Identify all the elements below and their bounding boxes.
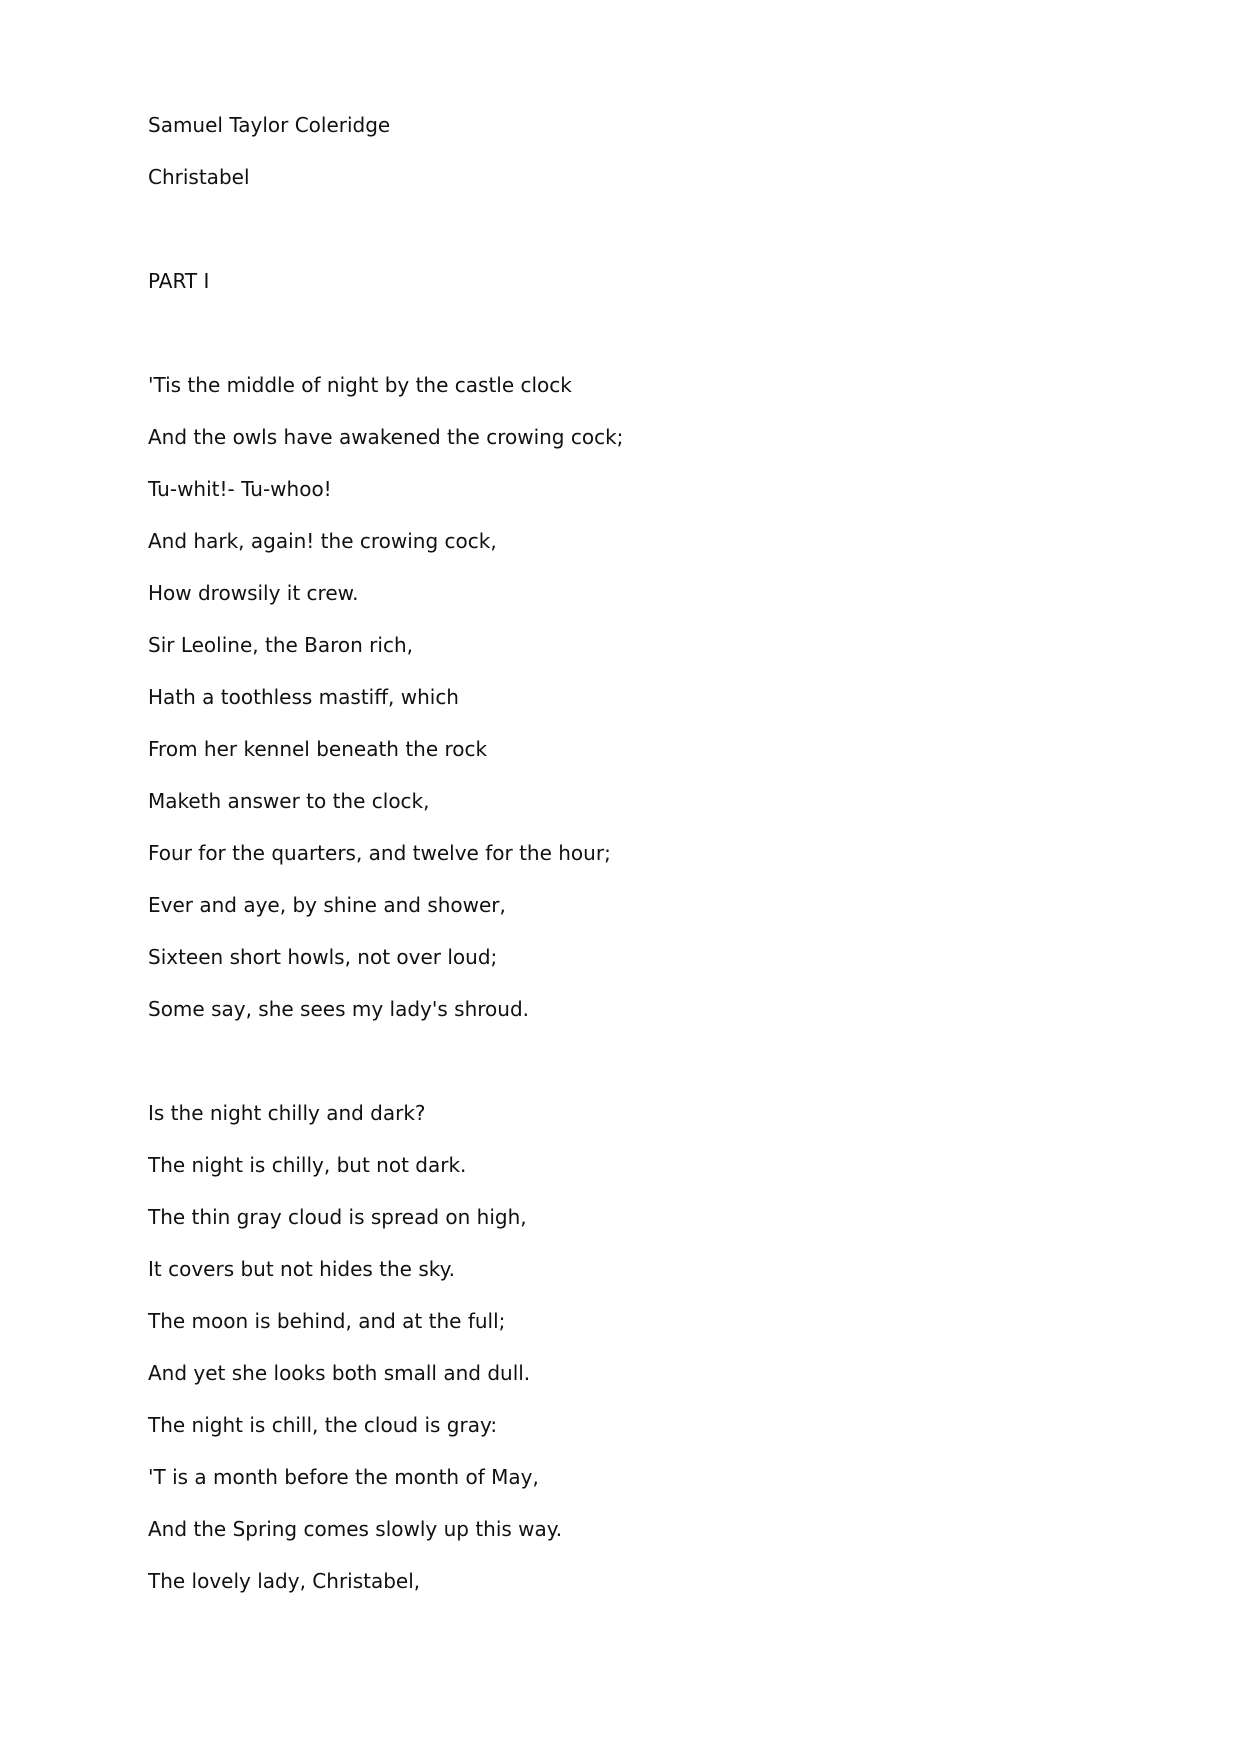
verse-line: The night is chill, the cloud is gray: — [148, 1413, 498, 1437]
verse-line: The thin gray cloud is spread on high, — [148, 1205, 527, 1229]
part-heading: PART I — [148, 269, 210, 293]
verse-line: From her kennel beneath the rock — [148, 737, 488, 761]
verse-line: It covers but not hides the sky. — [148, 1257, 455, 1281]
verse-line: Is the night chilly and dark? — [148, 1101, 426, 1125]
verse-line: Tu-whit!- Tu-whoo! — [148, 477, 332, 501]
verse-line: How drowsily it crew. — [148, 581, 359, 605]
author-name: Samuel Taylor Coleridge — [148, 113, 391, 137]
verse-line: Sir Leoline, the Baron rich, — [148, 633, 413, 657]
verse-line: And yet she looks both small and dull. — [148, 1361, 531, 1385]
verse-line: And the owls have awakened the crowing cock; — [148, 425, 624, 449]
verse-line: And the Spring comes slowly up this way. — [148, 1517, 563, 1541]
verse-line: Sixteen short howls, not over loud; — [148, 945, 498, 969]
verse-line: And hark, again! the crowing cock, — [148, 529, 497, 553]
verse-line: 'Tis the middle of night by the castle clock — [148, 373, 572, 397]
verse-line: Some say, she sees my lady's shroud. — [148, 997, 530, 1021]
verse-line: Four for the quarters, and twelve for the hour; — [148, 841, 611, 865]
verse-line: The moon is behind, and at the full; — [148, 1309, 506, 1333]
poem-title: Christabel — [148, 165, 250, 189]
verse-line: 'T is a month before the month of May, — [148, 1465, 539, 1489]
verse-line: Hath a toothless mastiff, which — [148, 685, 459, 709]
verse-line: Maketh answer to the clock, — [148, 789, 430, 813]
verse-line: Ever and aye, by shine and shower, — [148, 893, 506, 917]
verse-line: The lovely lady, Christabel, — [148, 1569, 421, 1593]
verse-line: The night is chilly, but not dark. — [148, 1153, 467, 1177]
